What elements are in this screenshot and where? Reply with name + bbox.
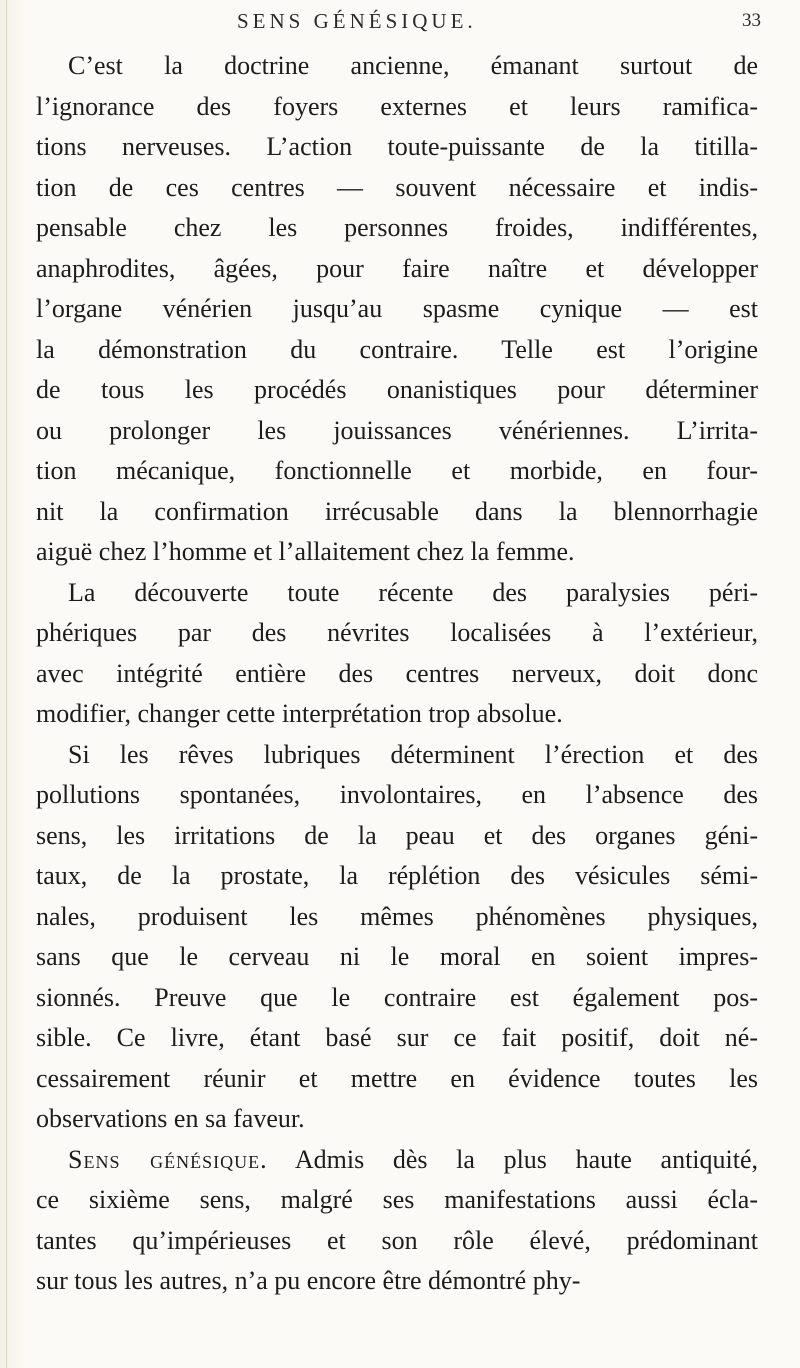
text-line: aiguë chez l’homme et l’allaitement chez la femme. — [36, 537, 575, 566]
text-line: observations en sa faveur. — [36, 1104, 305, 1133]
text-line: anaphrodites, âgées, pour faire naître et développer — [36, 253, 758, 283]
text-line: taux, de la prostate, la réplétion des vésicules sémi- — [36, 861, 758, 890]
text-line: l’organe vénérien jusqu’au spasme cynique — est — [36, 294, 758, 323]
text-line: sionnés. Preuve que le contraire est également pos- — [36, 982, 758, 1012]
text-line: Si les rêves lubriques déterminent l’érection et des — [68, 739, 758, 769]
binding-gutter — [0, 0, 26, 1368]
text-line: la démonstration du contraire. Telle est l’origine — [36, 334, 758, 364]
text-line: La découverte toute récente des paralysies péri- — [68, 577, 758, 607]
text-line: tion de ces centres — souvent nécessaire et indis- — [36, 172, 758, 202]
text-line: sans que le cerveau ni le moral en soient impres- — [36, 942, 758, 971]
text-line: phériques par des névrites localisées à l’extérieur, — [36, 618, 758, 647]
text-line: avec intégrité entière des centres nerveux, doit donc — [36, 658, 758, 688]
binding-edge-line — [6, 0, 7, 1368]
text-line: l’ignorance des foyers externes et leurs ramifica- — [36, 91, 758, 121]
text-line: sens, les irritations de la peau et des organes géni- — [36, 820, 758, 850]
text-line: tantes qu’impérieuses et son rôle élevé, prédominant — [36, 1225, 758, 1255]
text-line: ou prolonger les jouissances vénériennes. L’irrita- — [36, 415, 758, 445]
text-line: nit la confirmation irrécusable dans la blennorrhagie — [36, 496, 758, 526]
text-line: de tous les procédés onanistiques pour déterminer — [36, 375, 758, 404]
text-line: sible. Ce livre, étant basé sur ce fait positif, doit né- — [36, 1023, 758, 1052]
text-line: modifier, changer cette interprétation trop absolue. — [36, 699, 563, 728]
text-line: pollutions spontanées, involontaires, en l’absence des — [36, 780, 758, 809]
text-line: tions nerveuses. L’action toute-puissante de la titilla- — [36, 132, 758, 161]
running-head — [0, 4, 800, 38]
page-number: 33 — [742, 10, 761, 31]
section-line — [36, 1140, 758, 1181]
running-title: SENS GÉNÉSIQUE. — [237, 9, 477, 33]
text-line: pensable chez les personnes froides, indifférentes, — [36, 213, 758, 242]
text-line: cessairement réunir et mettre en évidence toutes les — [36, 1063, 758, 1093]
text-line: nales, produisent les mêmes phénomènes physiques, — [36, 901, 758, 931]
text-line: tion mécanique, fonctionnelle et morbide, en four- — [36, 456, 758, 485]
section-text: Admis dès la plus haute antiquité, — [294, 1144, 758, 1174]
text-line: C’est la doctrine ancienne, émanant surtout de — [68, 51, 758, 80]
text-line: sur tous les autres, n’a pu encore être démontré phy- — [36, 1266, 581, 1295]
text-line: ce sixième sens, malgré ses manifestations aussi écla- — [36, 1185, 758, 1214]
section-heading: Sens génésique. — [68, 1144, 268, 1174]
body-text — [36, 46, 758, 1302]
